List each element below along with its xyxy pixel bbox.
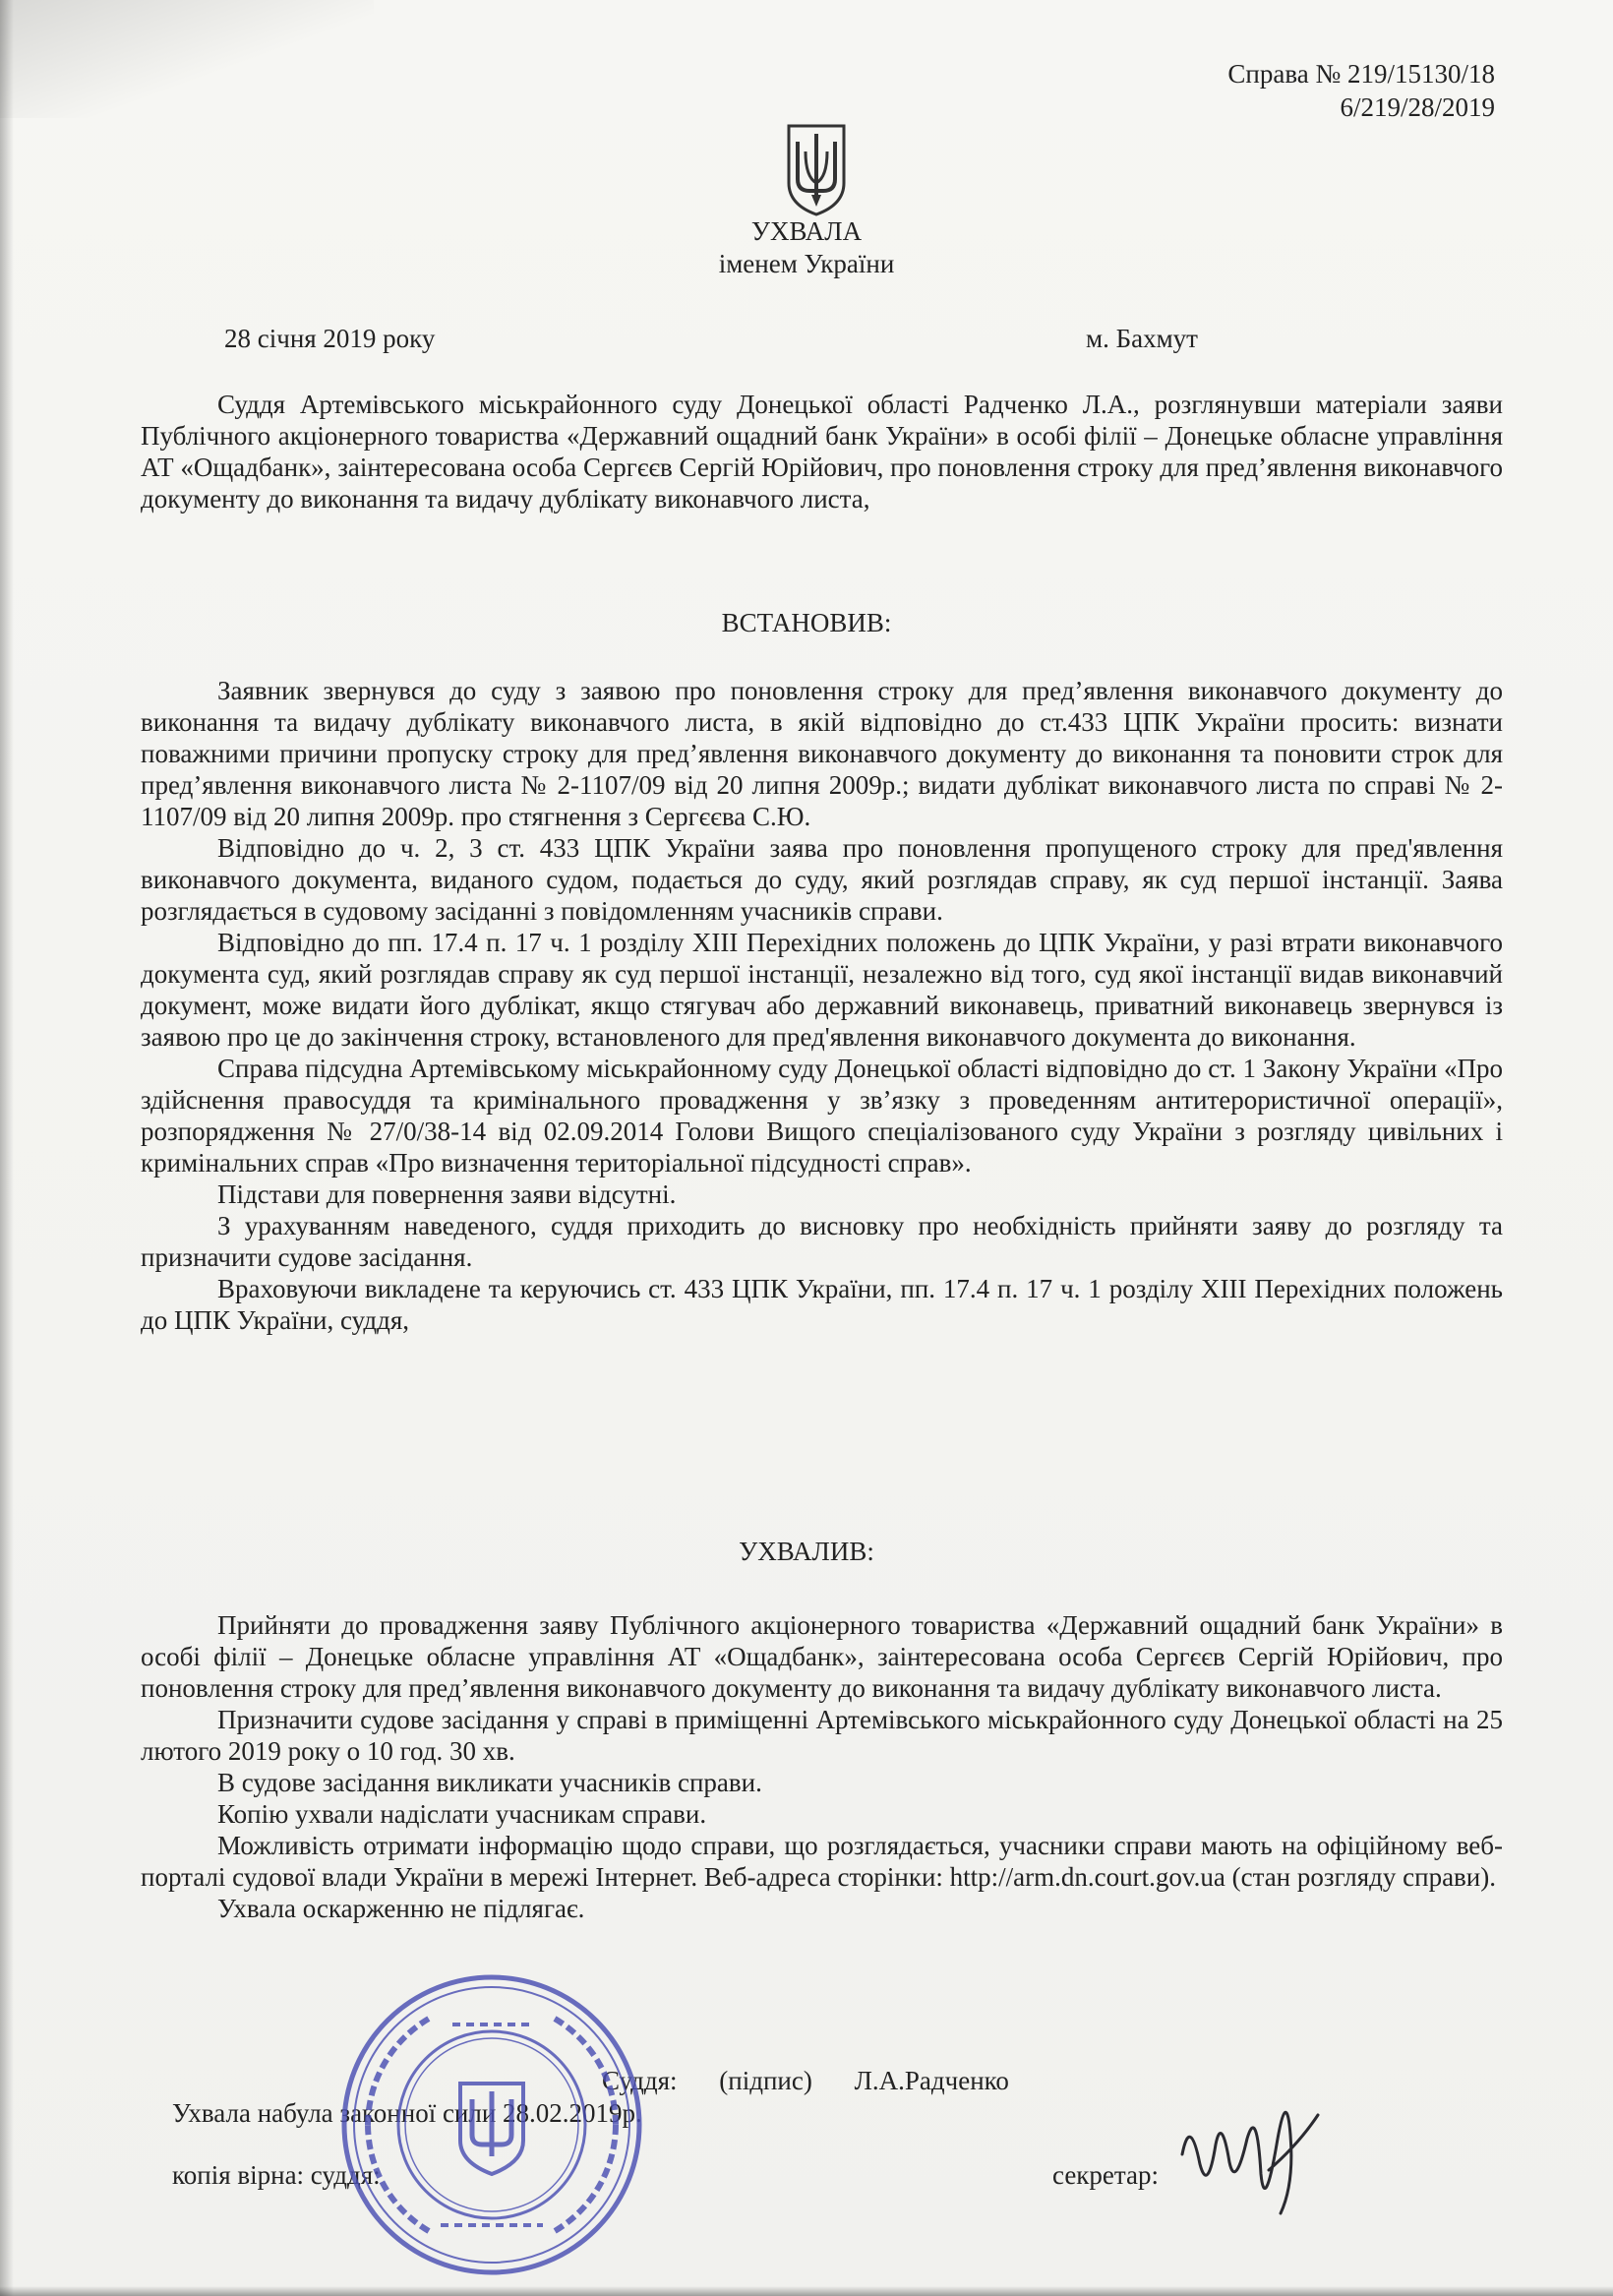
document-city: м. Бахмут: [1086, 324, 1198, 353]
intro-text: Суддя Артемівського міськрайонного суду Донецької області Радченко Л.А., розглянувши матеріали заяви Публічного акціонерного товариства «Державний ощадний банк України» в особі філії – Донецьке обласне управління АТ «Ощадбанк», заінтересована особа Сергєєв Сергій Юрійович, про поновлення строку для пред’явлення виконавчого документу до виконання та видачу дублікату виконавчого листа,: [141, 390, 1503, 514]
secretary-label: секретар:: [1052, 2160, 1160, 2190]
section-body-ruled: [141, 1609, 1503, 1924]
paragraph: Можливість отримати інформацію щодо справи, що розглядається, учасники справи мають на офіційному веб-порталі судової влади України в мережі Інтернет. Веб-адреса сторінки: http://arm.dn.court.gov.ua (стан розгляду справи).: [141, 1831, 1503, 1892]
paragraph: В судове засідання викликати учасників справи.: [217, 1768, 762, 1797]
document-subtitle: іменем України: [718, 249, 895, 278]
section-heading-established: ВСТАНОВИВ:: [721, 608, 892, 637]
scan-edge-bottom: [0, 2286, 1613, 2296]
section-heading-ruled: УХВАЛИВ:: [739, 1537, 874, 1566]
case-number-line1: Справа № 219/15130/18: [1227, 59, 1495, 89]
signature-role: Суддя:: [602, 2066, 678, 2095]
paragraph: Відповідно до пп. 17.4 п. 17 ч. 1 розділу XIII Перехідних положень до ЦПК України, у разі втрати виконавчого документа суд, який розглядав справу як суд першої інстанції, незалежно від того, суд якої інстанції видав виконавчий документ, може видати його дублікат, якщо стягувач або державний виконавець, приватний виконавець звернувся із заявою про це до закінчення строку, встановленого для пред'явлення виконавчого документа до виконання.: [141, 928, 1503, 1052]
paragraph: Підстави для повернення заяви відсутні.: [217, 1179, 677, 1209]
paragraph: З урахуванням наведеного, суддя приходить до висновку про необхідність прийняти заяву до розгляду та призначити судове засідання.: [141, 1211, 1503, 1272]
paragraph: Справа підсудна Артемівському міськрайонному суду Донецької області відповідно до ст. 1 Закону України «Про здійснення правосуддя та кримінального провадження у зв’язку з проведенням антитерористичної операції», розпорядження № 27/0/38-14 від 02.09.2014 Голови Вищого спеціалізованого суду України з розгляду цивільних і кримінальних справ «Про визначення територіальної підсудності справ».: [141, 1054, 1503, 1178]
case-number: [1227, 57, 1495, 124]
trident-icon: [784, 122, 849, 216]
scan-edge-left: [0, 0, 14, 2296]
paragraph: Заявник звернувся до суду з заявою про поновлення строку для пред’явлення виконавчого документу до виконання та видачу дублікату виконавчого листа, в якій відповідно до ст.433 ЦПК України просить: визнати поважними причини пропуску строку для пред’явлення виконавчого документу до виконання та поновити строк для пред’явлення виконавчого листа № 2-1107/09 від 20 липня 2009р.; видати дублікат виконавчого листа по справі № 2-1107/09 від 20 липня 2009р. про стягнення з Сергєєва С.Ю.: [141, 676, 1503, 831]
case-number-line2: 6/219/28/2019: [1340, 92, 1495, 122]
handwritten-signature-icon: [1170, 2076, 1328, 2223]
paragraph: Копію ухвали надіслати учасникам справи.: [217, 1799, 707, 1829]
legal-effect-note: Ухвала набула законної сили 28.02.2019р.: [172, 2098, 642, 2128]
signature-mark: (підпис): [719, 2066, 812, 2095]
paragraph: Ухвала оскарженню не підлягає.: [217, 1894, 585, 1923]
signature-name: Л.А.Радченко: [854, 2066, 1009, 2095]
copy-certification: копія вірна: суддя:: [172, 2160, 381, 2190]
court-seal-icon: [334, 1967, 649, 2282]
paragraph: Відповідно до ч. 2, 3 ст. 433 ЦПК України заява про поновлення пропущеного строку для пред'явлення виконавчого документа, виданого судом, подається до суду, який розглядав справу, як суд першої інстанції. Заява розглядається в судовому засіданні з повідомленням учасників справи.: [141, 833, 1503, 926]
document-title: УХВАЛА: [750, 216, 863, 246]
intro-paragraph: [141, 389, 1503, 514]
section-body-established: [141, 675, 1503, 1336]
paragraph: Призначити судове засідання у справі в приміщенні Артемівського міськрайонного суду Донецької області на 25 лютого 2019 року о 10 год. 30 хв.: [141, 1705, 1503, 1766]
document-date: 28 січня 2019 року: [224, 324, 436, 353]
scan-shadow: [0, 0, 374, 118]
judge-signature-line: [602, 2066, 1045, 2096]
paragraph: Враховуючи викладене та керуючись ст. 433 ЦПК України, пп. 17.4 п. 17 ч. 1 розділу XIII Перехідних положень до ЦПК України, суддя,: [141, 1274, 1503, 1335]
paragraph: Прийняти до провадження заяву Публічного акціонерного товариства «Державний ощадний банк України» в особі філії – Донецьке обласне управління АТ «Ощадбанк», заінтересована особа Сергєєв Сергій Юрійович, про поновлення строку для пред’явлення виконавчого документу до виконання та видачу дублікату виконавчого листа.: [141, 1610, 1503, 1703]
